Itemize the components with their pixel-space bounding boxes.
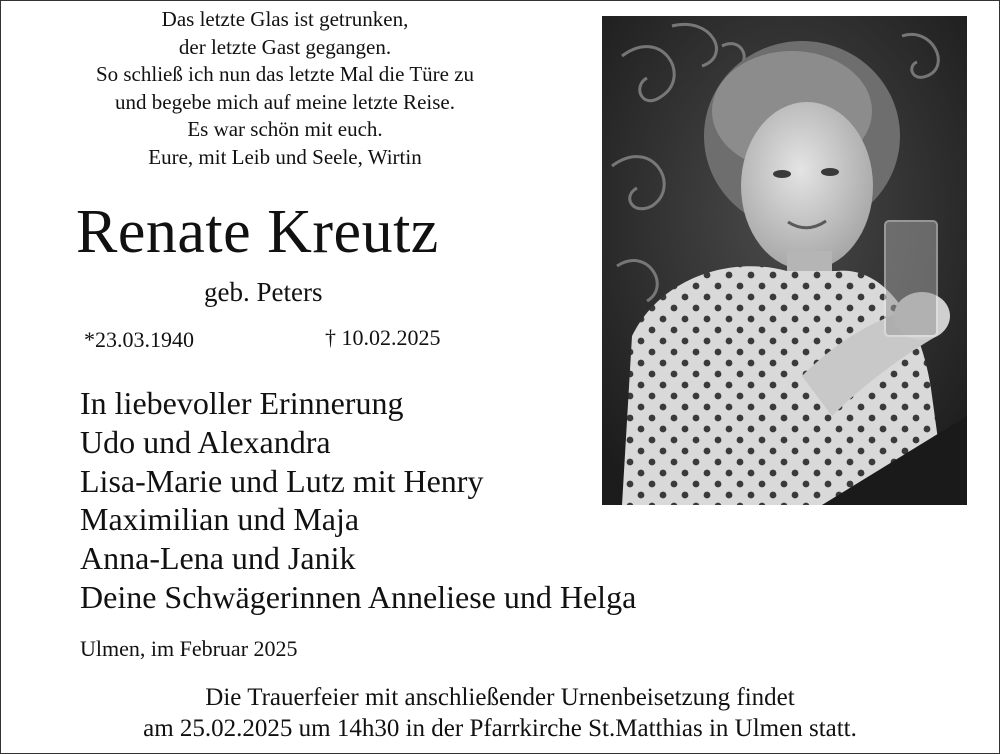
funeral-line: am 25.02.2025 um 14h30 in der Pfarrkirche St.Matthias in Ulmen statt. <box>143 715 857 742</box>
funeral-line: Die Trauerfeier mit anschließender Urnenbeisetzung findet <box>205 684 795 711</box>
mourners-list <box>80 384 636 617</box>
mourner-line: In liebevoller Erinnerung <box>80 385 404 421</box>
maiden-name: geb. Peters <box>204 277 323 307</box>
portrait-illustration <box>602 16 967 505</box>
mourner-line: Udo und Alexandra <box>80 423 331 460</box>
mourner-line: Maximilian und Maja <box>80 501 360 538</box>
poem-line: der letzte Gast gegangen. <box>178 34 392 59</box>
poem-line: Es war schön mit euch. <box>187 117 383 142</box>
poem-line: und begebe mich auf meine letzte Reise. <box>115 89 455 114</box>
mourner-line: Deine Schwägerinnen Anneliese und Helga <box>80 578 637 615</box>
funeral-notice <box>0 682 1000 744</box>
mourner-line: Lisa-Marie und Lutz mit Henry <box>80 462 484 499</box>
poem-line: Eure, mit Leib und Seele, Wirtin <box>148 144 422 169</box>
portrait-photo <box>602 16 967 505</box>
poem-line: So schließ ich nun das letzte Mal die Türe zu <box>95 62 475 87</box>
birth-date: *23.03.1940 <box>84 327 194 352</box>
deceased-name: Renate Kreutz <box>76 198 439 266</box>
poem-line: Das letzte Glas ist getrunken, <box>161 7 409 31</box>
death-date: † 10.02.2025 <box>325 325 441 350</box>
poem <box>20 6 550 172</box>
place-date: Ulmen, im Februar 2025 <box>80 636 298 661</box>
mourner-line: Anna-Lena und Janik <box>80 540 356 577</box>
